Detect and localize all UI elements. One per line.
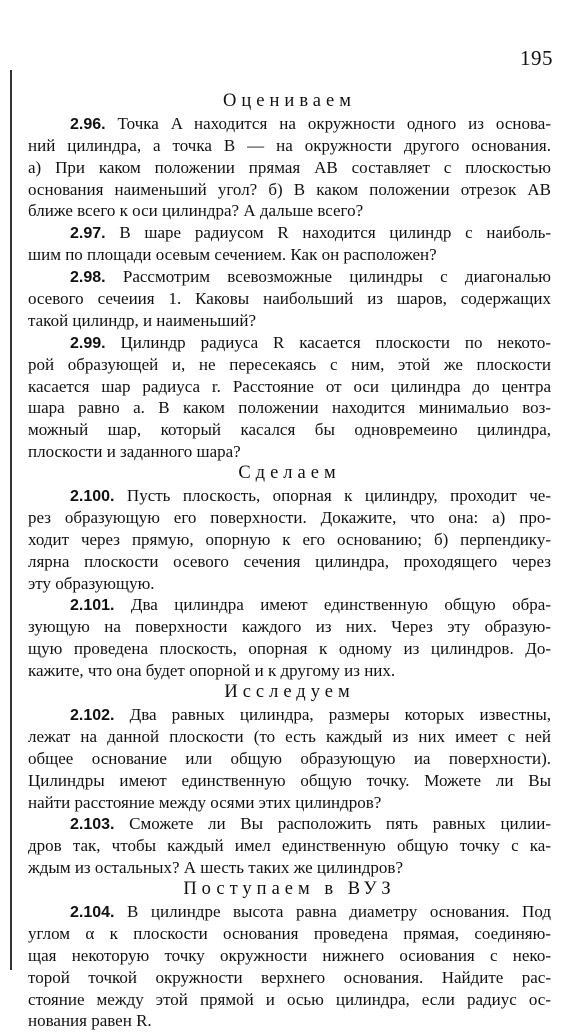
problem-number: 2.99. — [70, 334, 106, 352]
section-heading: Сделаем — [238, 463, 341, 484]
problem-line: лежат на данной плоскости (то есть каждый из них имеет с ней — [28, 726, 551, 746]
page-body — [28, 91, 551, 1032]
problem-line: 2.97. В шаре радиусом R находится цилиндр с наиболь- — [70, 223, 551, 243]
problem-line: шим по площади осевым сечением. Как он расположен? — [28, 245, 437, 265]
problem-line: ближе всего к оси цилиндра? А дальше всего? — [28, 201, 364, 221]
problem — [28, 222, 551, 266]
problem-line: щую проведена плоскость, опорная к одному из цилиндров. До- — [28, 639, 551, 659]
problem-line: эту образующую. — [28, 573, 155, 593]
problem-line: углом α к плоскости основания проведена прямая, соединяю- — [28, 923, 551, 943]
problem-line: 2.100. Пусть плоскость, опорная к цилиндру, проходит че- — [70, 486, 551, 506]
problem-line: торой точкой окружности верхнего основания. Найдите рас- — [28, 967, 551, 987]
problem-line: ний цилиндра, а точка B — на окружности другого основания. — [28, 135, 551, 155]
problem-line: 2.102. Два равных цилиндра, размеры которых известны, — [70, 704, 551, 724]
problem-line: 2.99. Цилиндр радиуса R касается плоскости по некото- — [70, 332, 551, 352]
problem-line: щая некоторую точку окружности нижнего осиования с неко- — [28, 945, 551, 965]
page-number: 195 — [520, 46, 553, 70]
page-left-rule — [10, 70, 12, 970]
problem-line: 2.104. В цилиндре высота равна диаметру основания. Под — [70, 901, 551, 921]
problem-line: основания наименьший угол? б) В каком положении отрезок AB — [28, 179, 551, 199]
problem-line: рой образующей и, не пересекаясь с ним, этой же плоскости — [28, 354, 551, 374]
problem-line: можный шар, который касался бы одновремеино цилиндра, — [28, 420, 551, 440]
problem — [28, 901, 551, 1032]
problem-line: кажите, что она будет опорной и к другому из них. — [28, 661, 396, 681]
problem-number: 2.103. — [70, 816, 115, 834]
problem-line: 2.96. Точка A находится на окружности одного из основа- — [70, 113, 551, 133]
problem-number: 2.98. — [70, 269, 106, 287]
problem-line: лярна плоскости осевого сечения цилиндра, проходящего через — [28, 551, 551, 571]
problem-number: 2.96. — [70, 115, 106, 133]
problem-line: стояние между этой прямой и осью цилиндра, если радиус ос- — [28, 989, 551, 1009]
problem-number: 2.104. — [70, 903, 115, 921]
problem-line: нования равен R. — [28, 1011, 152, 1031]
problem-line: 2.101. Два цилиндра имеют единственную общую обра- — [70, 595, 551, 615]
problem-line: рез образующую его поверхности. Докажите, что она: а) про- — [28, 507, 551, 527]
problem — [28, 113, 551, 222]
problem-line: дров так, чтобы каждый имел единственную общую точку с ка- — [28, 836, 551, 856]
problem-line: касается шар радиуса r. Расстояние от оси цилиндра до центра — [28, 376, 551, 396]
problem — [28, 332, 551, 463]
problem — [28, 813, 551, 879]
section-heading: Поступаем в ВУЗ — [183, 879, 396, 900]
problem — [28, 704, 551, 813]
problem-line: осевого сечеиия 1. Каковы наибольший из шаров, содержащих — [28, 289, 551, 309]
section-heading: Оцениваем — [223, 91, 356, 111]
problem-line: такой цилиндр, и наименьший? — [28, 310, 257, 330]
problem-line: найти расстояние между осями этих цилиндров? — [28, 792, 382, 812]
problem-line: а) При каком положении прямая AB составляет с плоскостью — [28, 157, 551, 177]
problem-line: зующую на поверхности каждого из них. Через эту образую- — [28, 617, 551, 637]
problem — [28, 266, 551, 332]
problem-number: 2.102. — [70, 706, 115, 724]
problem-line: шара равно a. В каком положении находится минимальио воз- — [28, 398, 551, 418]
problem-line: 2.103. Сможете ли Вы расположить пять равных цилии- — [70, 814, 551, 834]
problem-line: 2.98. Рассмотрим всевозможные цилиндры с диагональю — [70, 267, 551, 287]
problem — [28, 485, 551, 594]
problem-number: 2.101. — [70, 597, 115, 615]
problem — [28, 594, 551, 682]
problem-number: 2.97. — [70, 225, 106, 243]
problem-line: ходит через прямую, опорную к его основанию; б) перпендику- — [28, 529, 551, 549]
problem-line: общее основание или общую образующую иа поверхности). — [28, 748, 551, 768]
problem-line: ждым из остальных? А шесть таких же цилиндров? — [28, 858, 404, 878]
problem-line: плоскости и заданного шара? — [28, 442, 241, 462]
problem-number: 2.100. — [70, 488, 115, 506]
section-heading: Исследуем — [224, 682, 355, 703]
problem-line: Цилиндры имеют единственную общую точку. Можете ли Вы — [28, 770, 551, 790]
